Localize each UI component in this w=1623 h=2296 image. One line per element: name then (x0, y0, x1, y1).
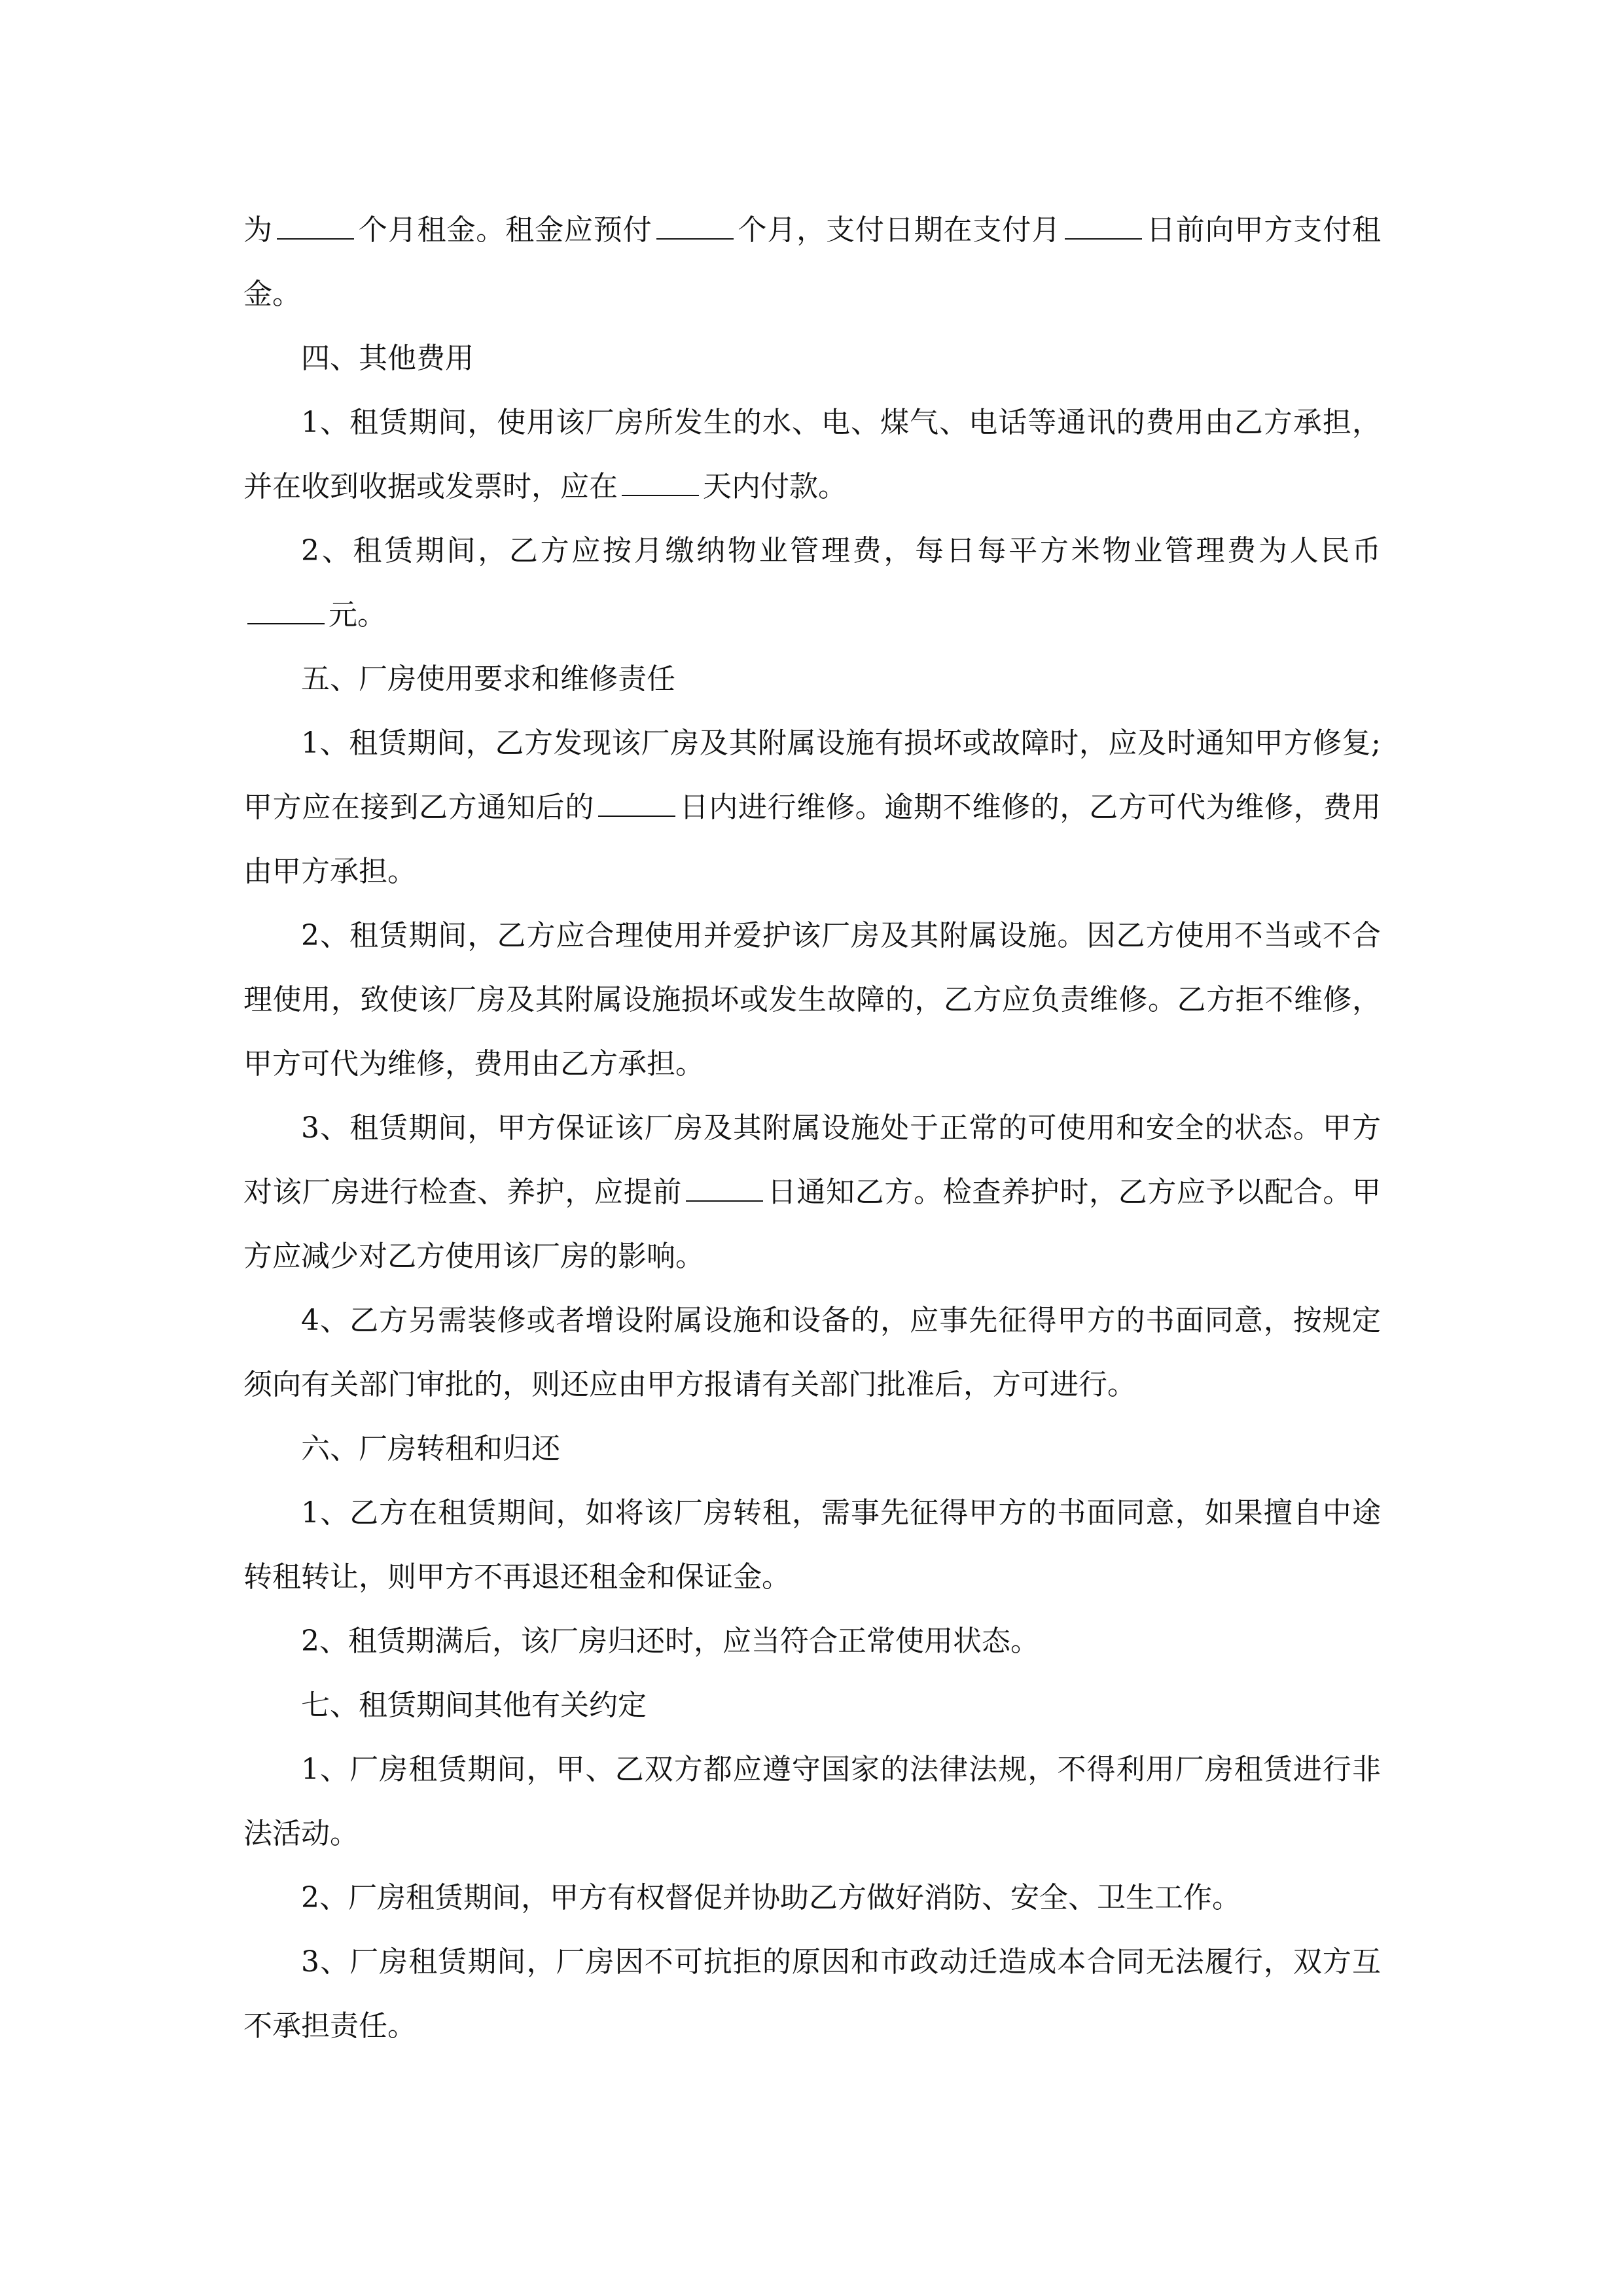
contract-paragraph (243, 1674, 1381, 1738)
paragraph-text: 1、厂房租赁期间，甲、乙双方都应遵守国家的法律法规，不得利用厂房租赁进行非法活动。 (243, 1753, 1381, 1850)
contract-paragraph (243, 1930, 1381, 2058)
paragraph-text: 七、租赁期间其他有关约定 (301, 1689, 647, 1722)
contract-paragraph (243, 711, 1381, 904)
contract-paragraph (243, 391, 1381, 519)
contract-paragraph (243, 1417, 1381, 1481)
paragraph-text: 1、租赁期间，乙方发现该厂房及其附属设施有损坏或故障时，应及时通知甲方修复;甲方应在接到乙方通知后的 (243, 726, 1381, 824)
paragraph-text: 日通知乙方。检查养护时，乙方应予以配合。甲方应减少对乙方使用该厂房的影响。 (243, 1175, 1381, 1273)
contract-paragraph (243, 519, 1381, 647)
paragraph-text: 1、乙方在租赁期间，如将该厂房转租，需事先征得甲方的书面同意，如果擅自中途转租转让，则甲方不再退还租金和保证金。 (243, 1496, 1381, 1594)
paragraph-text: 4、乙方另需装修或者增设附属设施和设备的，应事先征得甲方的书面同意，按规定须向有关部门审批的，则还应由甲方报请有关部门批准后，方可进行。 (243, 1304, 1381, 1401)
contract-paragraph (243, 1738, 1381, 1866)
paragraph-text: 天内付款。 (703, 470, 847, 503)
fill-in-blank (622, 471, 699, 496)
paragraph-text: 日内进行维修。逾期不维修的，乙方可代为维修，费用由甲方承担。 (243, 791, 1381, 888)
fill-in-blank (656, 215, 734, 240)
paragraph-text: 日前向甲方支付租金。 (243, 213, 1381, 311)
paragraph-text: 2、租赁期间，乙方应按月缴纳物业管理费，每日每平方米物业管理费为人民币 (301, 534, 1381, 567)
fill-in-blank (1065, 215, 1142, 240)
contract-paragraph (243, 1866, 1381, 1930)
contract-paragraph (243, 647, 1381, 711)
paragraph-text: 2、厂房租赁期间，甲方有权督促并协助乙方做好消防、安全、卫生工作。 (301, 1881, 1241, 1914)
paragraph-text: 2、租赁期满后，该厂房归还时，应当符合正常使用状态。 (301, 1624, 1039, 1658)
paragraph-text: 五、厂房使用要求和维修责任 (301, 662, 675, 696)
paragraph-text: 为 (243, 213, 273, 247)
paragraph-text: 1、租赁期间，使用该厂房所发生的水、电、煤气、电话等通讯的费用由乙方承担，并在收到收据或发票时，应在 (243, 406, 1381, 503)
paragraph-text: 个月租金。租金应预付 (357, 213, 652, 247)
paragraph-text: 个月，支付日期在支付月 (737, 213, 1061, 247)
contract-paragraph (243, 1289, 1381, 1417)
paragraph-text: 六、厂房转租和归还 (301, 1432, 560, 1465)
fill-in-blank (598, 792, 675, 817)
contract-paragraph (243, 1481, 1381, 1609)
paragraph-text: 2、租赁期间，乙方应合理使用并爱护该厂房及其附属设施。因乙方使用不当或不合理使用，致使该厂房及其附属设施损坏或发生故障的，乙方应负责维修。乙方拒不维修，甲方可代为维修，费用由乙方承担。 (243, 919, 1381, 1081)
contract-paragraph (243, 198, 1381, 327)
paragraph-text: 3、租赁期间，甲方保证该厂房及其附属设施处于正常的可使用和安全的状态。甲方对该厂房进行检查、养护，应提前 (243, 1111, 1381, 1209)
contract-paragraph (243, 1609, 1381, 1674)
paragraph-text: 3、厂房租赁期间，厂房因不可抗拒的原因和市政动迁造成本合同无法履行，双方互不承担责任。 (243, 1945, 1381, 2043)
paragraph-text: 元。 (329, 598, 386, 632)
contract-paragraph (243, 1096, 1381, 1289)
fill-in-blank (277, 215, 354, 240)
fill-in-blank (686, 1177, 763, 1202)
document-body (243, 198, 1381, 2058)
contract-paragraph (243, 904, 1381, 1096)
fill-in-blank (247, 600, 325, 624)
paragraph-text: 四、其他费用 (301, 342, 474, 375)
contract-paragraph (243, 327, 1381, 391)
